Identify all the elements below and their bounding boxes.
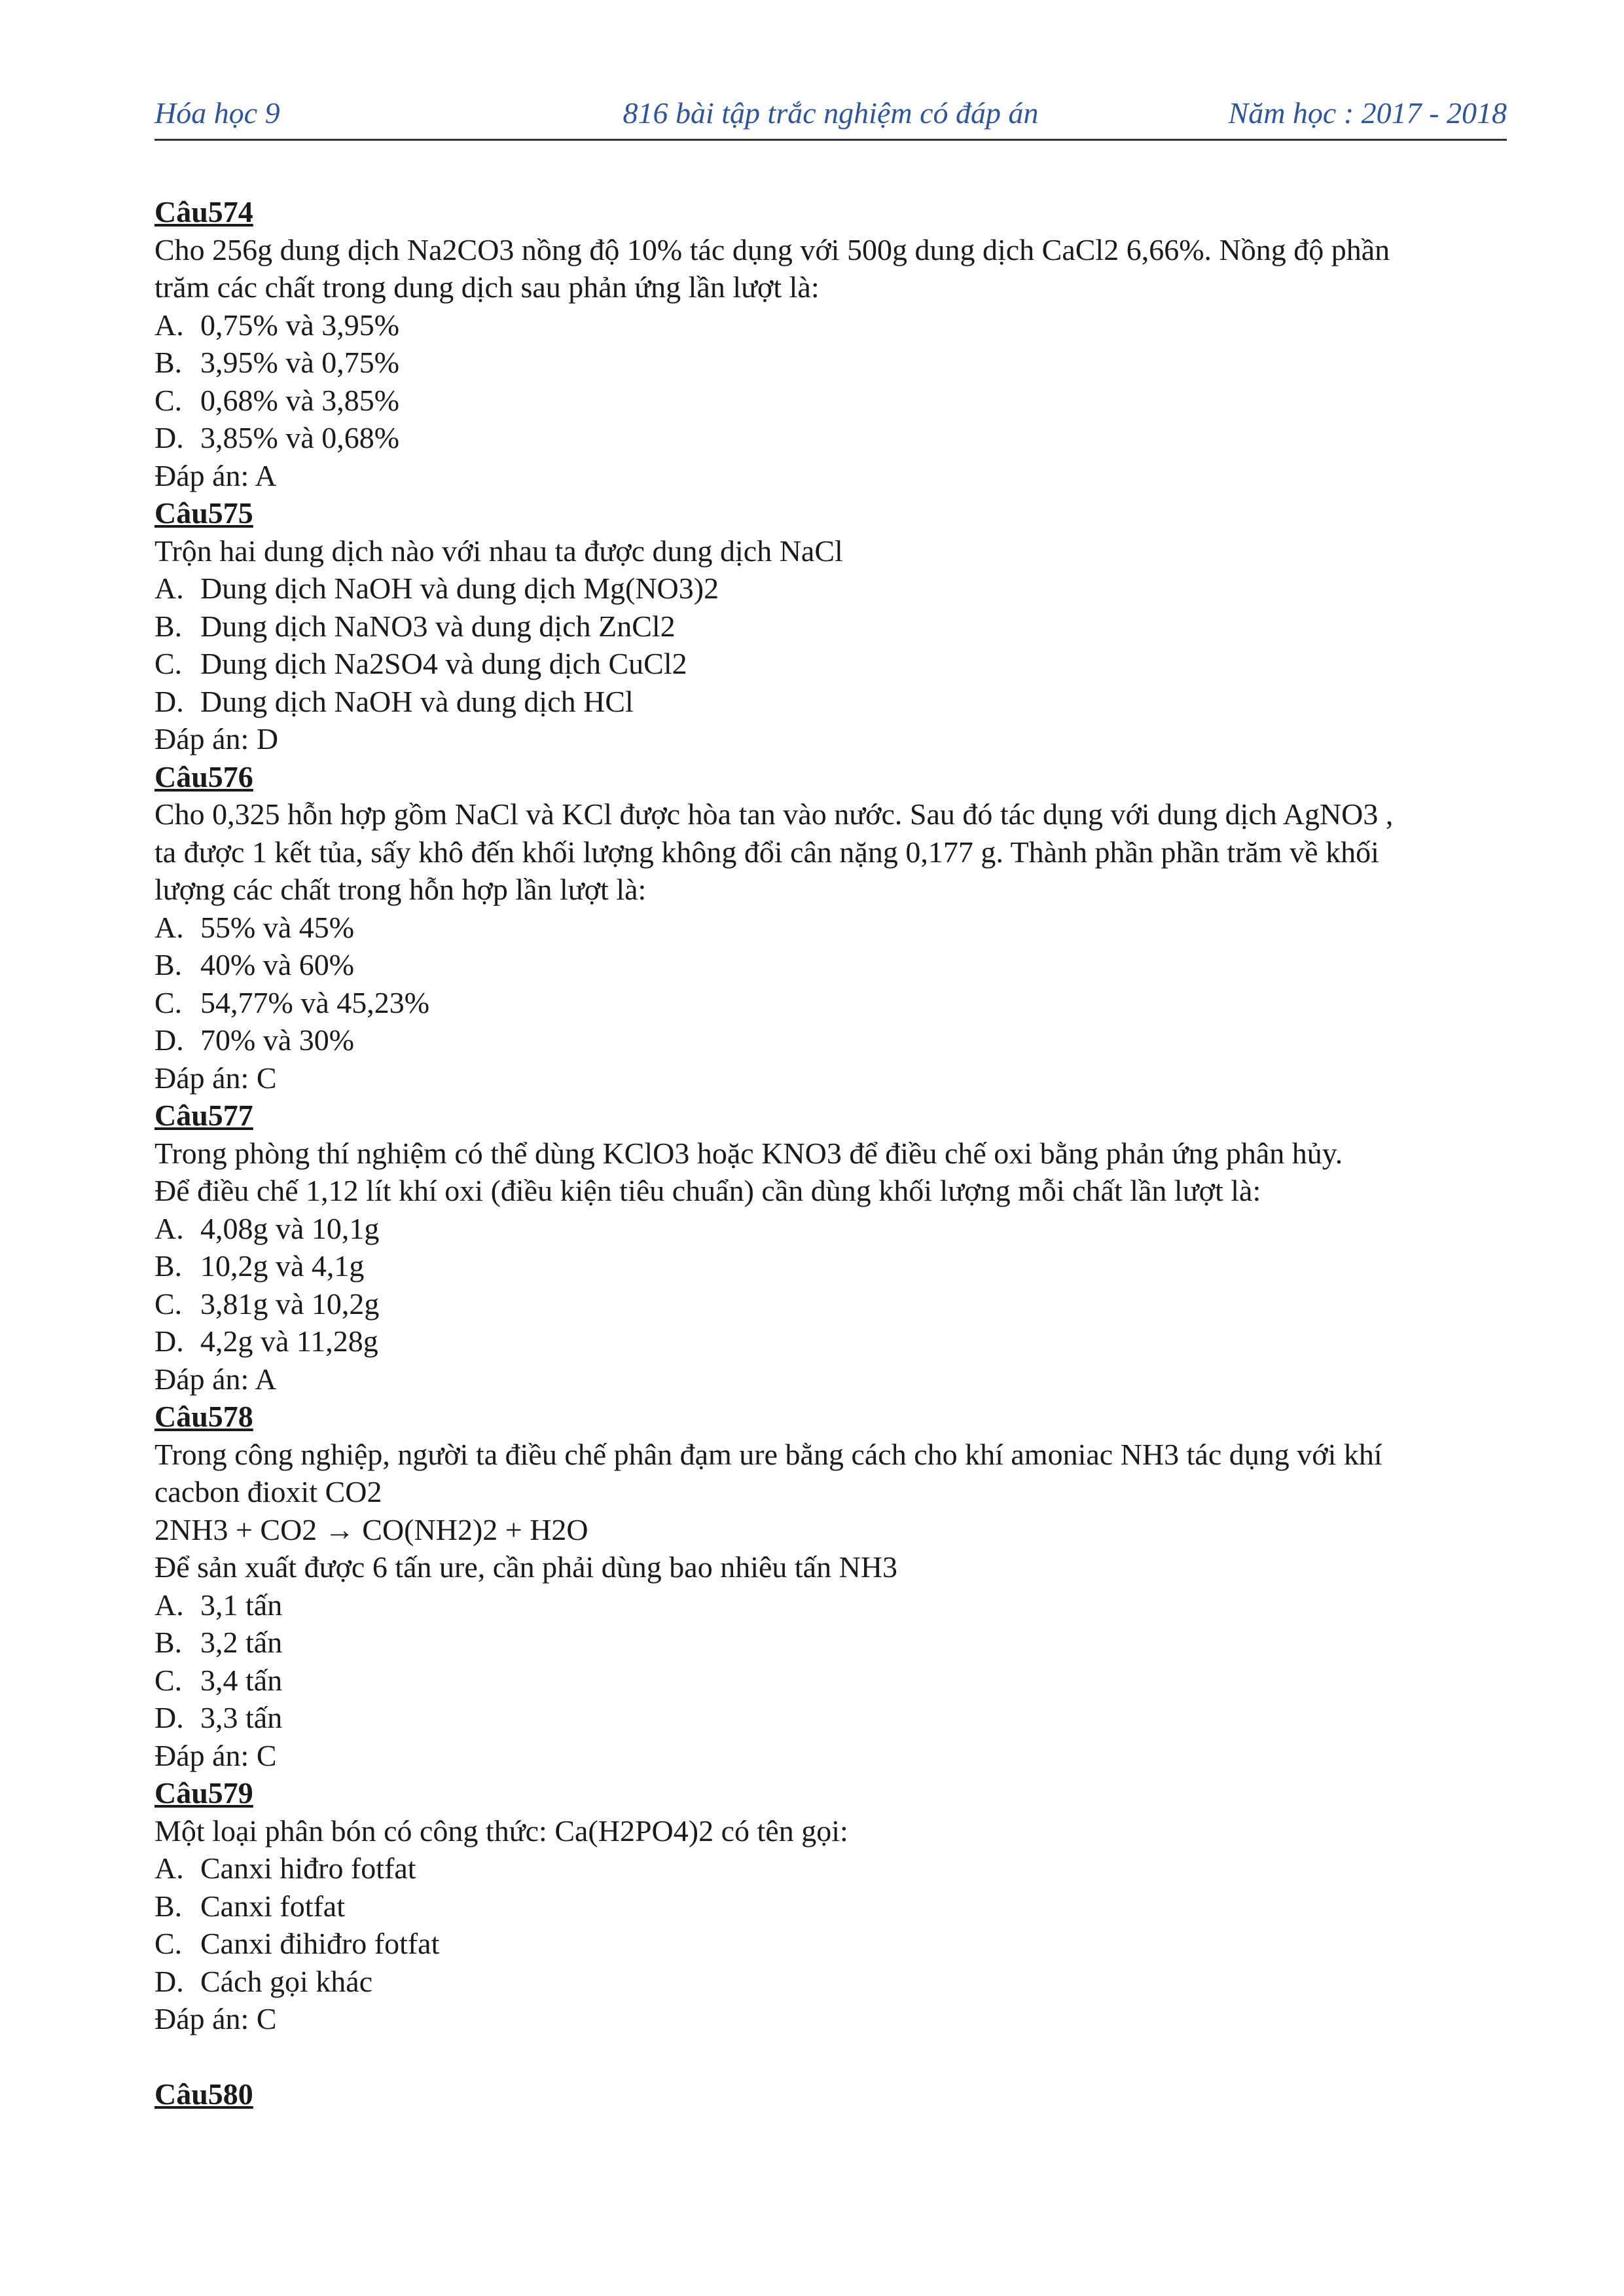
option-letter: C. [154,383,183,417]
option-letter: C. [154,1663,183,1697]
question-stem: cacbon đioxit CO2 [154,1475,382,1508]
answer-option [154,1925,1507,1963]
question-stem: Trộn hai dung dịch nào với nhau ta được dung dịch NaCl [154,534,843,568]
answer-option [154,683,1507,721]
answer-option [154,1586,1507,1624]
option-text: 0,75% và 3,95% [200,308,400,342]
answer-option [154,1210,1507,1248]
spacer [154,2038,1507,2076]
header-title: 816 bài tập trắc nghiệm có đáp án [623,96,1039,130]
answer-option [154,1963,1507,2001]
option-text: 70% và 30% [200,1023,355,1057]
question-stem: Trong công nghiệp, người ta điều chế phân đạm ure bằng cách cho khí amoniac NH3 tác dụng với khí [154,1437,1382,1471]
question-block [154,758,1507,1097]
answer-key: Đáp án: A [154,1362,277,1396]
answer-option [154,419,1507,457]
question-title: Câu575 [154,496,253,530]
option-letter: C. [154,985,183,1019]
option-letter: A. [154,1211,184,1245]
question-stem: Trong phòng thí nghiệm có thể dùng KClO3 hoặc KNO3 để điều chế oxi bằng phản ứng phân hủy. [154,1136,1343,1170]
option-letter: D. [154,1701,184,1734]
option-text: 55% và 45% [200,910,355,944]
answer-option [154,645,1507,683]
answer-option [154,306,1507,344]
answer-option [154,1285,1507,1323]
question-title: Câu578 [154,1400,253,1433]
option-text: Cách gọi khác [200,1964,373,1998]
answer-option [154,344,1507,382]
answer-option [154,570,1507,608]
option-text: Canxi fotfat [200,1889,345,1923]
option-text: 40% và 60% [200,948,355,981]
answer-option [154,1662,1507,1700]
question-stem: trăm các chất trong dung dịch sau phản ứng lần lượt là: [154,270,820,304]
answer-option [154,1247,1507,1285]
option-letter: A. [154,572,184,605]
answer-key: Đáp án: C [154,1061,277,1095]
answer-key: Đáp án: C [154,2002,277,2035]
option-text: 54,77% và 45,23% [200,985,430,1019]
answer-key: Đáp án: C [154,1738,277,1772]
option-letter: A. [154,910,184,944]
option-letter: A. [154,1851,184,1885]
answer-option [154,946,1507,984]
option-letter: B. [154,1249,183,1283]
answer-option [154,1322,1507,1360]
option-letter: B. [154,1626,183,1659]
option-letter: C. [154,1286,183,1321]
next-question-title: Câu580 [154,2077,253,2111]
question-list [154,193,1507,2113]
question-stem: 2NH3 + CO2 → CO(NH2)2 + H2O [154,1512,588,1546]
answer-option [154,1624,1507,1662]
option-letter: D. [154,1023,184,1057]
answer-option [154,382,1507,420]
question-stem: Để sản xuất được 6 tấn ure, cần phải dùng bao nhiêu tấn NH3 [154,1550,898,1584]
option-letter: C. [154,647,183,680]
option-text: 3,1 tấn [200,1588,283,1622]
option-letter: B. [154,948,183,981]
question-block [154,494,1507,758]
option-text: Dung dịch Na2SO4 và dung dịch CuCl2 [200,647,687,680]
option-letter: B. [154,609,183,643]
question-block [154,1097,1507,1398]
answer-option [154,1850,1507,1887]
question-block [154,1398,1507,1774]
answer-option [154,1021,1507,1059]
question-block [154,193,1507,494]
answer-option [154,984,1507,1022]
answer-option [154,1699,1507,1737]
question-stem: Một loại phân bón có công thức: Ca(H2PO4)2 có tên gọi: [154,1813,848,1848]
option-text: 0,68% và 3,85% [200,383,400,417]
answer-option [154,909,1507,947]
option-text: Dung dịch NaOH và dung dịch HCl [200,684,634,718]
header-subject: Hóa học 9 [154,96,280,130]
answer-key: Đáp án: A [154,458,277,492]
option-letter: B. [154,1889,183,1923]
option-letter: A. [154,1588,184,1622]
answer-option [154,1887,1507,1925]
option-letter: D. [154,684,184,718]
question-stem: Để điều chế 1,12 lít khí oxi (điều kiện tiêu chuẩn) cần dùng khối lượng mỗi chất lần lượt là: [154,1174,1261,1207]
option-text: 3,95% và 0,75% [200,346,400,379]
option-text: 10,2g và 4,1g [200,1249,365,1283]
question-title: Câu576 [154,759,253,793]
option-letter: B. [154,346,183,379]
option-letter: D. [154,1324,184,1358]
question-title: Câu579 [154,1776,253,1810]
option-text: 4,08g và 10,1g [200,1211,380,1245]
question-stem: ta được 1 kết tủa, sấy khô đến khối lượng không đổi cân nặng 0,177 g. Thành phần phần trăm về khối [154,835,1379,869]
question-stem: Cho 0,325 hỗn hợp gồm NaCl và KCl được hòa tan vào nước. Sau đó tác dụng với dung dịch AgNO3 , [154,797,1394,831]
option-letter: A. [154,308,184,342]
answer-key: Đáp án: D [154,722,279,756]
question-block [154,1774,1507,2038]
option-letter: D. [154,421,184,454]
option-text: 3,3 tấn [200,1701,283,1734]
option-text: 3,85% và 0,68% [200,421,400,454]
question-title: Câu574 [154,195,253,228]
question-stem: lượng các chất trong hỗn hợp lần lượt là: [154,873,647,906]
option-text: Canxi hiđro fotfat [200,1851,416,1885]
question-stem: Cho 256g dung dịch Na2CO3 nồng độ 10% tác dụng với 500g dung dịch CaCl2 6,66%. Nồng độ phần [154,232,1390,266]
answer-option [154,608,1507,646]
header-school-year: Năm học : 2017 - 2018 [1228,96,1507,130]
option-text: 3,2 tấn [200,1626,283,1659]
option-letter: D. [154,1964,184,1998]
option-text: Canxi đihiđro fotfat [200,1927,440,1960]
question-title: Câu577 [154,1099,253,1132]
option-text: Dung dịch NaNO3 và dung dịch ZnCl2 [200,609,676,643]
option-text: 3,81g và 10,2g [200,1286,380,1321]
option-text: 4,2g và 11,28g [200,1324,378,1358]
option-letter: C. [154,1927,183,1960]
page-header [154,92,1507,141]
option-text: Dung dịch NaOH và dung dịch Mg(NO3)2 [200,572,719,605]
option-text: 3,4 tấn [200,1663,283,1697]
